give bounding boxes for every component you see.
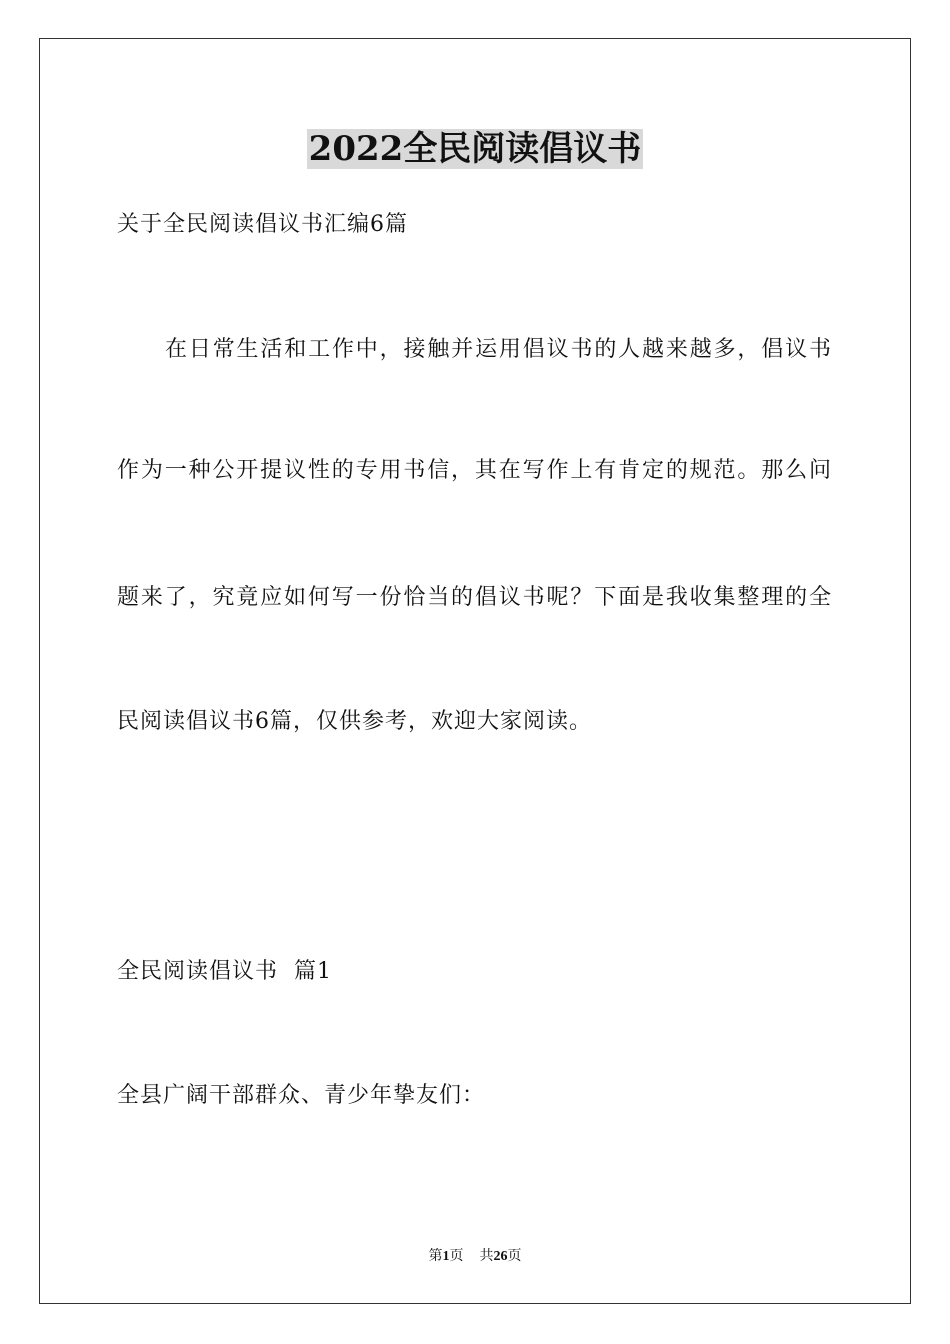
footer-total-pages: 26 [493,1249,508,1264]
intro-line-1: 在日常生活和工作中，接触并运用倡议书的人越来越多，倡议书 [165,337,831,362]
intro-line-4: 民阅读倡议书6篇，仅供参考，欢迎大家阅读。 [117,709,592,734]
intro-line-3: 题来了，究竟应如何写一份恰当的倡议书呢？下面是我收集整理的全 [117,585,831,610]
footer-total-prefix: 共 [479,1249,494,1264]
document-title-text: 2022全民阅读倡议书 [308,129,642,169]
intro-line-2: 作为一种公开提议性的专用书信，其在写作上有肯定的规范。那么问 [117,458,831,483]
footer-total-suffix: 页 [507,1249,522,1264]
page-footer [0,1247,950,1267]
section-heading: 全民阅读倡议书 篇1 [117,959,332,984]
footer-page-suffix: 页 [449,1249,464,1264]
salutation: 全县广阔干部群众、青少年挚友们： [117,1083,486,1108]
document-subtitle: 关于全民阅读倡议书汇编6篇 [117,212,408,237]
document-title [0,128,950,170]
footer-page-prefix: 第 [428,1249,443,1264]
footer-page-number: 1 [442,1249,450,1264]
